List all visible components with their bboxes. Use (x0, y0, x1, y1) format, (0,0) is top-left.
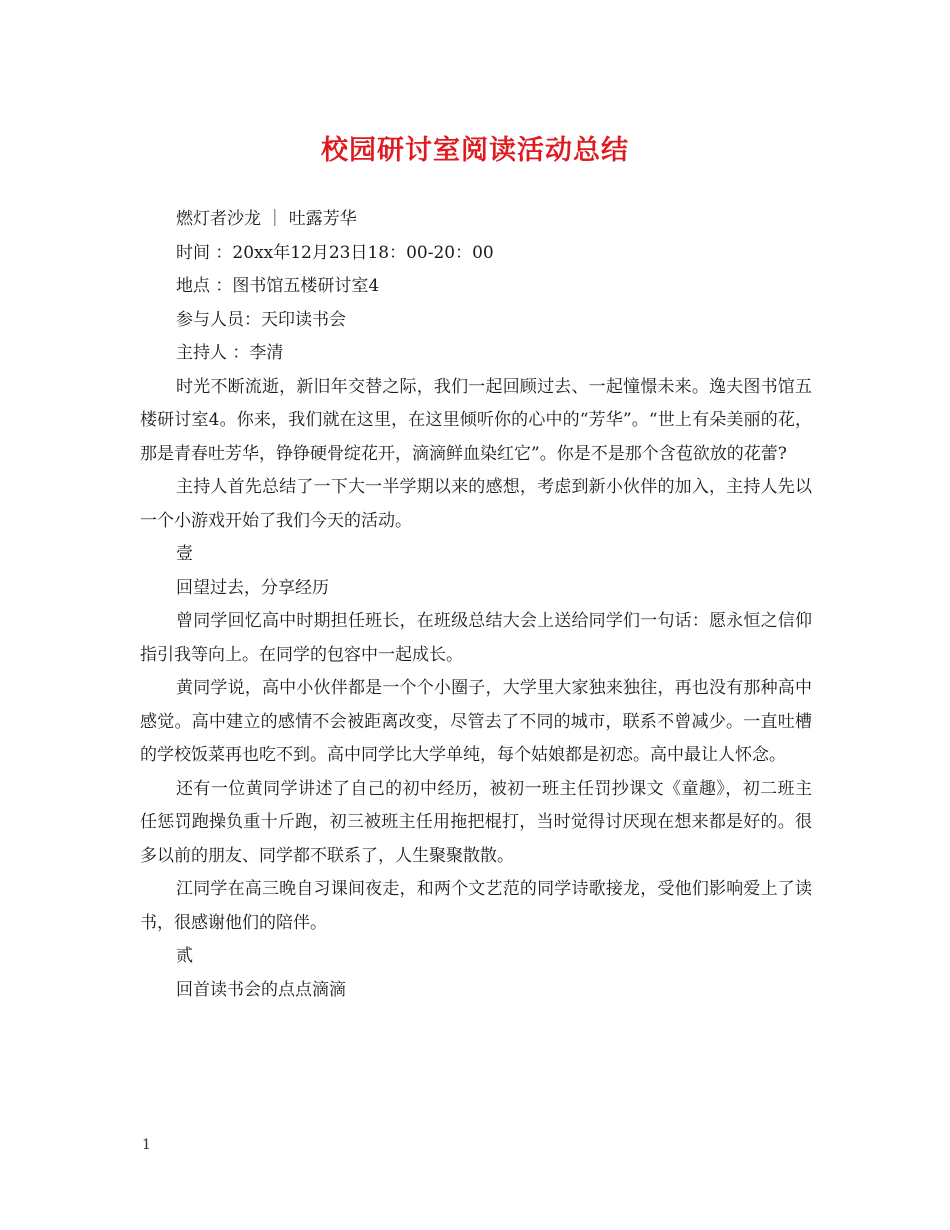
section-subtitle-two: 回首读书会的点点滴滴 (176, 979, 346, 1000)
document-body (140, 203, 812, 1007)
paragraph-host-summary: 主持人首先总结了一下大一半学期以来的感想，考虑到新小伙伴的加入，主持人先以一个小游戏开始了我们今天的活动。 (140, 477, 812, 531)
paragraph-huang: 黄同学说，高中小伙伴都是一个个小圈子，大学里大家独来独往，再也没有那种高中感觉。高中建立的感情不会被距离改变，尽管去了不同的城市，联系不曾减少。一直吐槽的学校饭菜再也吃不到。高中同学比大学单纯，每个姑娘都是初恋。高中最让人怀念。 (140, 678, 812, 765)
meta-line-host: 主持人 ：李清 (176, 343, 284, 363)
section-heading-one: 壹 (176, 544, 193, 564)
paragraph-zeng: 曾同学回忆高中时期担任班长，在班级总结大会上送给同学们一句话：愿永恒之信仰指引我等向上。在同学的包容中一起成长。 (140, 611, 812, 665)
meta-line-participants: 参与人员：天印读书会 (176, 309, 346, 330)
section-heading-two: 贰 (176, 946, 193, 966)
meta-line-time: 时间 ：20xx年12月23日18：00-20：00 (176, 242, 494, 263)
document-title: 校园研讨室阅读活动总结 (321, 135, 629, 166)
meta-line-salon: 燃灯者沙龙 ｜ 吐露芳华 (176, 209, 357, 229)
page-number: 1 (142, 1137, 151, 1153)
meta-line-location: 地点 ：图书馆五楼研讨室4 (176, 276, 380, 296)
paragraph-intro: 时光不断流逝，新旧年交替之际，我们一起回顾过去、一起憧憬未来。逸夫图书馆五楼研讨室4。你来，我们就在这里，在这里倾听你的心中的“芳华”。“世上有朵美丽的花，那是青春吐芳华，铮铮硬骨绽花开，滴滴鲜血染红它”。你是不是那个含苞欲放的花蕾? (140, 376, 812, 464)
section-subtitle-one: 回望过去，分享经历 (176, 577, 329, 598)
paragraph-jiang: 江同学在高三晚自习课间夜走，和两个文艺范的同学诗歌接龙，受他们影响爱上了读书，很感谢他们的陪伴。 (140, 879, 812, 933)
paragraph-huang-two: 还有一位黄同学讲述了自己的初中经历，被初一班主任罚抄课文《童趣》，初二班主任惩罚跑操负重十斤跑，初三被班主任用拖把棍打，当时觉得讨厌现在想来都是好的。很多以前的朋友、同学都不联系了，人生聚聚散散。 (140, 778, 812, 866)
